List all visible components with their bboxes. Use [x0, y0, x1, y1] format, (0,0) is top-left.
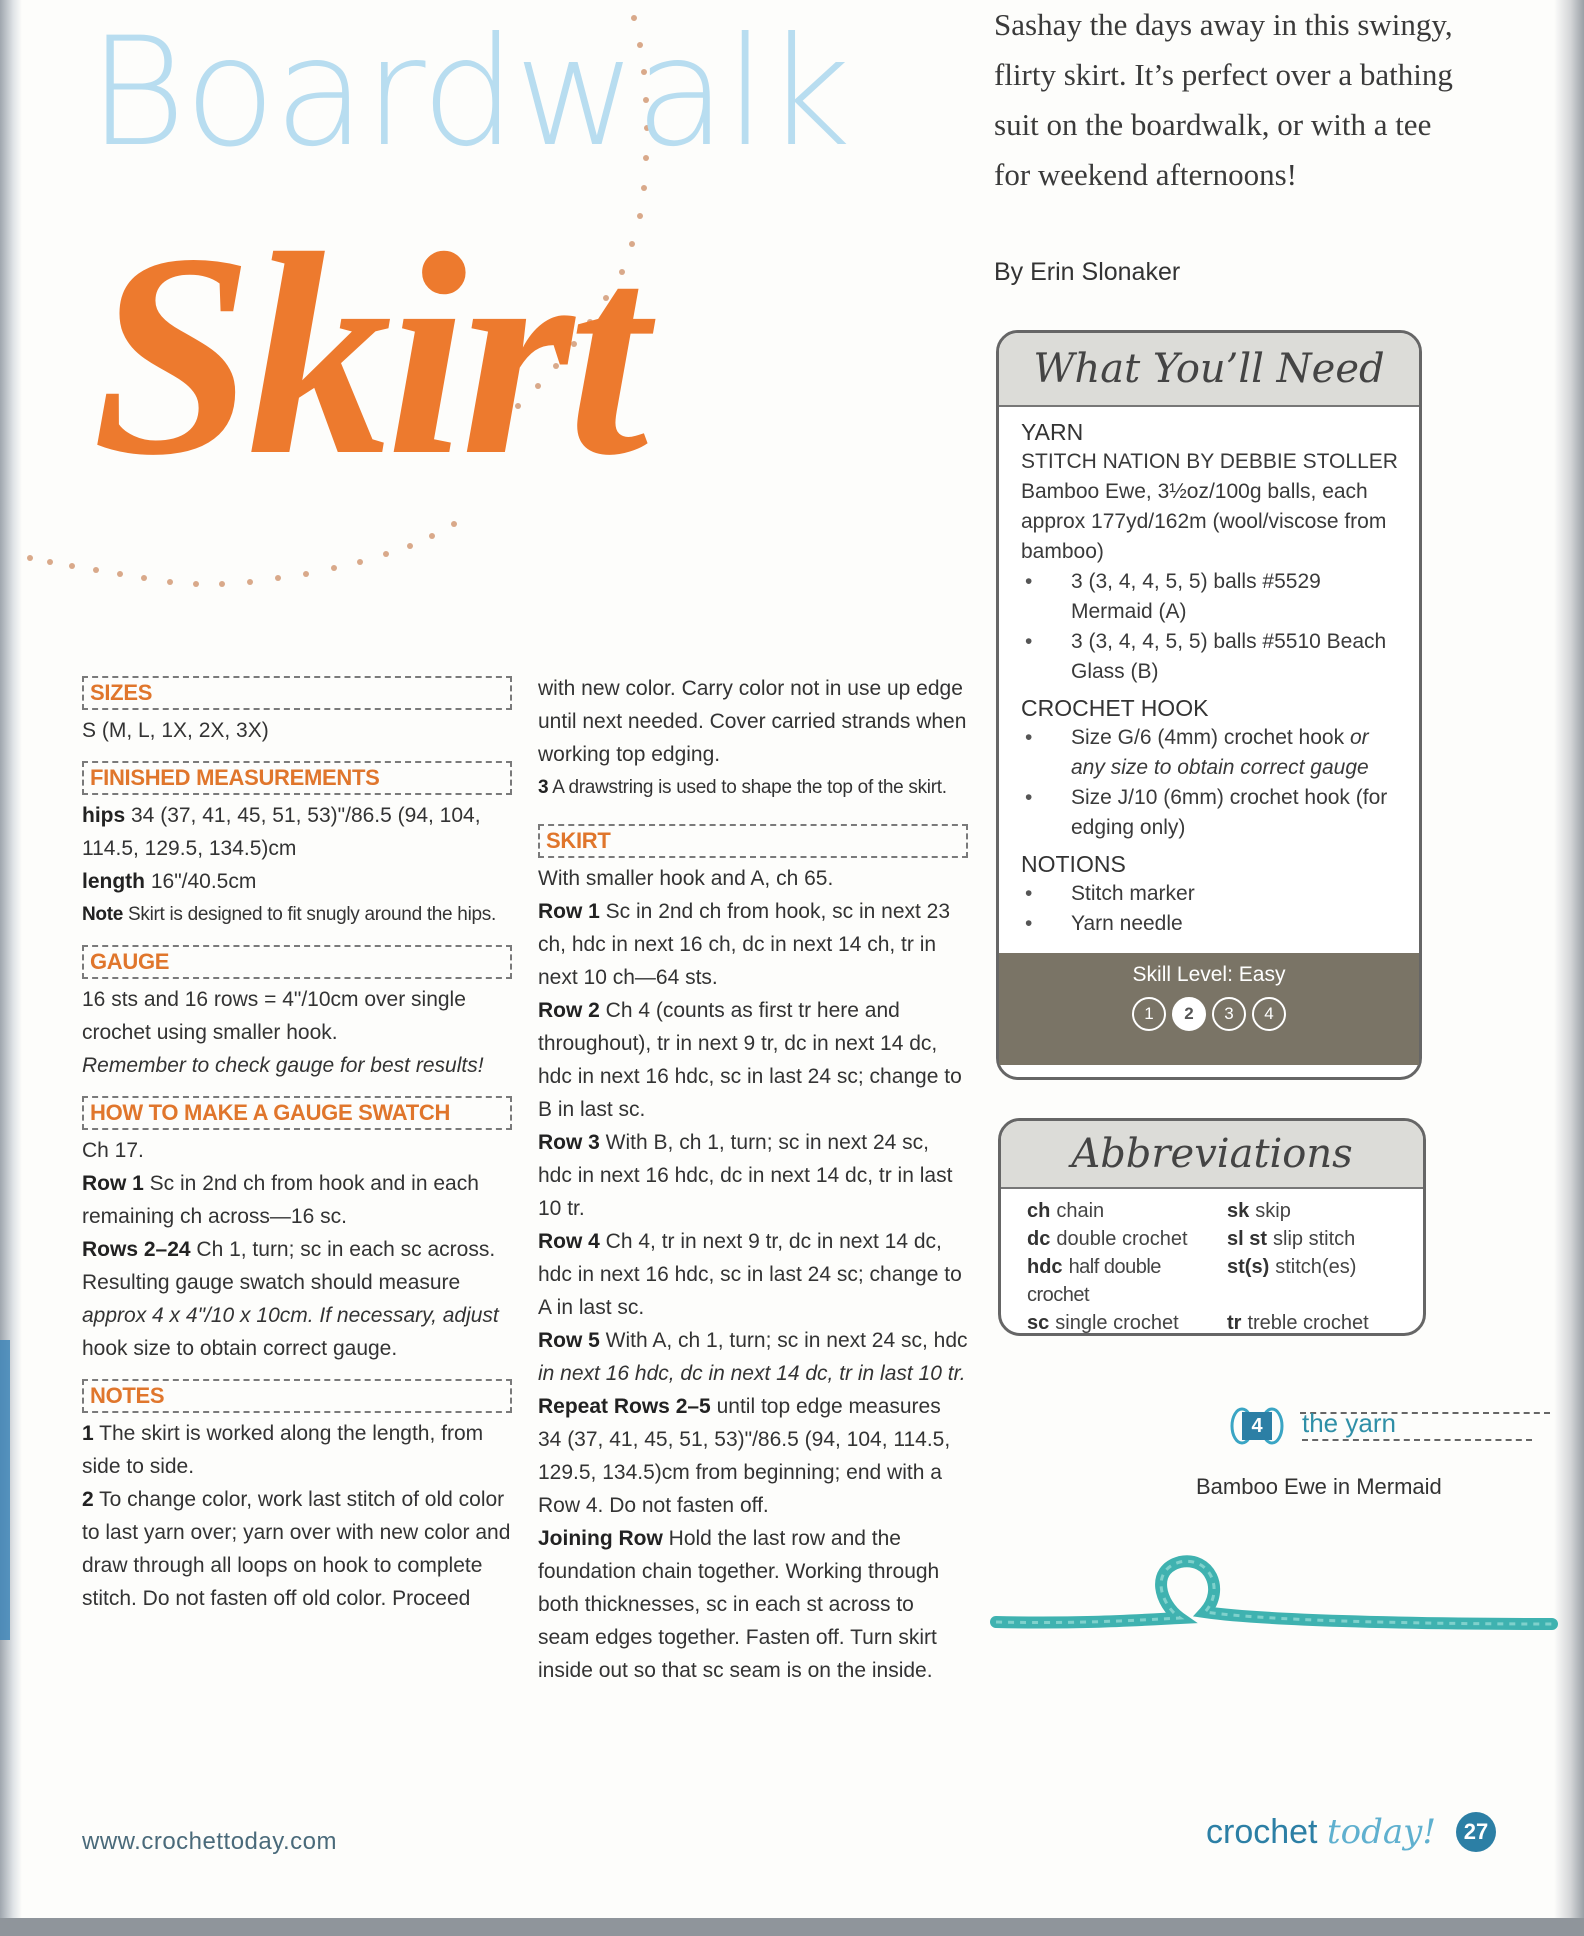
skirt-row-4 — [538, 1225, 968, 1324]
need-body — [1021, 411, 1401, 939]
abbr-value: chain — [1056, 1200, 1105, 1222]
swatch-rows-label: Rows 2–24 — [82, 1238, 191, 1261]
skirt-row-text: Hold the last row and the foundation chain together. Working through both thicknesses, sc in each st across to seam edges together. Fasten off. Turn skirt inside out so that sc seam is on the inside. — [538, 1527, 940, 1682]
skirt-row-label: Row 1 — [538, 900, 600, 923]
yarn-brand: STITCH NATION BY DEBBIE STOLLER — [1021, 450, 1398, 473]
skirt-repeat — [538, 1390, 968, 1522]
skirt-row-label: Joining Row — [538, 1527, 663, 1550]
skirt-row-3 — [538, 1126, 968, 1225]
swatch-ch: Ch 17. — [82, 1139, 144, 1162]
hook-1-text: Size G/6 (4mm) crochet hook — [1071, 726, 1350, 749]
what-youll-need-box — [996, 330, 1422, 1080]
intro-paragraph: Sashay the days away in this swingy, flirty skirt. It’s perfect over a bathing suit on the boardwalk, or with a tee for weekend afternoons! — [994, 7, 1453, 192]
section-heading-swatch: HOW TO MAKE A GAUGE SWATCH — [82, 1096, 512, 1130]
abbreviations-heading: Abbreviations — [1001, 1121, 1423, 1189]
hips-line — [82, 799, 512, 865]
need-heading: What You’ll Need — [999, 333, 1419, 407]
spine-edge-color — [0, 1340, 10, 1640]
skirt-row-1 — [538, 895, 968, 994]
page-edge-shadow — [1554, 0, 1584, 1936]
abbr-key: sk — [1227, 1200, 1250, 1222]
abbr-key: dc — [1027, 1228, 1051, 1250]
skirt-row-label: Row 3 — [538, 1131, 600, 1154]
skill-circle-1: 1 — [1132, 997, 1166, 1031]
hips-label: hips — [82, 804, 126, 827]
skill-circle-2-active: 2 — [1172, 997, 1206, 1031]
skirt-row-5 — [538, 1324, 968, 1390]
abbr-value: single crochet — [1055, 1312, 1179, 1334]
abbr-key: hdc — [1027, 1256, 1063, 1278]
list-item: • 3 (3, 4, 4, 5, 5) balls #5529 Mermaid (A) — [1021, 567, 1401, 627]
brand-today: today! — [1326, 1812, 1436, 1852]
hook-list — [1021, 723, 1401, 843]
abbreviations-box — [998, 1118, 1426, 1336]
section-heading-gauge: GAUGE — [82, 945, 512, 979]
abbreviations-grid — [1027, 1197, 1407, 1337]
note-2-label: 2 — [82, 1488, 94, 1511]
title-skirt: Skirt — [92, 194, 643, 515]
title-boardwalk: Boardwalk — [88, 6, 850, 180]
sizes-text: S (M, L, 1X, 2X, 3X) — [82, 719, 269, 742]
footer-brand — [1206, 1812, 1436, 1852]
skill-level-indicator — [999, 997, 1419, 1031]
section-heading-notes: NOTES — [82, 1379, 512, 1413]
skirt-row-label: Row 5 — [538, 1329, 600, 1352]
skirt-row-italic: in next 16 hdc, dc in next 14 dc, tr in last 10 tr. — [538, 1362, 966, 1385]
yarn-list — [1021, 567, 1401, 687]
note-3-text: A drawstring is used to shape the top of the skirt. — [548, 777, 947, 798]
brand-crochet: crochet — [1206, 1813, 1318, 1851]
skirt-row-text: With A, ch 1, turn; sc in next 24 sc, hdc — [599, 1329, 968, 1352]
gauge-text: 16 sts and 16 rows = 4"/10cm over single crochet using smaller hook. — [82, 988, 466, 1044]
length-text: 16"/40.5cm — [145, 870, 257, 893]
note-line — [82, 898, 512, 931]
yarn-category: YARN — [1021, 419, 1084, 445]
note-text: Skirt is designed to fit snugly around the hips. — [123, 904, 496, 925]
abbr-value: treble crochet — [1247, 1312, 1369, 1334]
skirt-row-text: Ch 4 (counts as first tr here and throughout), tr in next 9 tr, dc in next 14 dc, hdc in next 16 hdc, sc in last 24 sc; change to B in last sc. — [538, 999, 962, 1121]
note-3 — [538, 771, 968, 804]
skirt-row-text: Sc in 2nd ch from hook, sc in next 23 ch, hdc in next 16 ch, dc in next 14 ch, tr in next 10 ch—64 sts. — [538, 900, 951, 989]
skill-circle-3: 3 — [1212, 997, 1246, 1031]
notions-list — [1021, 879, 1401, 939]
note-2-continued: with new color. Carry color not in use up edge until next needed. Cover carried strands when working top edging. — [538, 677, 967, 766]
swatch-row1-label: Row 1 — [82, 1172, 144, 1195]
note-3-label: 3 — [538, 777, 549, 798]
note-1-text: The skirt is worked along the length, from side to side. — [82, 1422, 484, 1478]
swatch-rows-text: Ch 1, turn; sc in each sc across. Resulting gauge swatch should measure — [82, 1238, 496, 1294]
skirt-row-label: Row 4 — [538, 1230, 600, 1253]
the-yarn-label: the yarn — [1302, 1408, 1532, 1441]
list-item — [1021, 723, 1401, 783]
skirt-joining — [538, 1522, 968, 1687]
abbr-value: skip — [1255, 1200, 1291, 1222]
hook-1-italic: or any size to obtain correct gauge — [1071, 726, 1369, 779]
section-heading-skirt: SKIRT — [538, 824, 968, 858]
abbr-item — [1027, 1309, 1227, 1337]
abbr-item — [1227, 1309, 1407, 1337]
abbr-item — [1227, 1225, 1407, 1253]
abbr-value: half double crochet — [1027, 1256, 1161, 1306]
column-left — [82, 666, 512, 1615]
byline: By Erin Slonaker — [994, 258, 1181, 286]
swatch-row1-text: Sc in 2nd ch from hook and in each remaining ch across—16 sc. — [82, 1172, 479, 1228]
gauge-reminder: Remember to check gauge for best results! — [82, 1054, 484, 1077]
list-item: • Size J/10 (6mm) crochet hook (for edging only) — [1021, 783, 1401, 843]
skirt-row-label: Repeat Rows 2–5 — [538, 1395, 711, 1418]
scan-bottom-edge — [0, 1918, 1584, 1936]
note-1 — [82, 1417, 512, 1483]
note-label: Note — [82, 904, 124, 925]
abbr-item — [1027, 1197, 1227, 1225]
note-2 — [82, 1483, 512, 1615]
skirt-row-text: With B, ch 1, turn; sc in next 24 sc, hdc in next 16 hdc, dc in next 14 dc, tr in last 10 tr. — [538, 1131, 953, 1220]
skill-level-label: Skill Level: Easy — [1132, 963, 1286, 986]
swatch-rows — [82, 1233, 512, 1365]
footer-url: www.crochettoday.com — [82, 1828, 337, 1855]
list-item: • Stitch marker — [1021, 879, 1401, 909]
abbr-key: ch — [1027, 1200, 1051, 1222]
length-label: length — [82, 870, 145, 893]
abbr-item — [1227, 1253, 1407, 1309]
abbr-key: sl st — [1227, 1228, 1268, 1250]
abbr-key: st(s) — [1227, 1256, 1270, 1278]
skill-level-bar — [999, 953, 1419, 1065]
skirt-intro: With smaller hook and A, ch 65. — [538, 867, 834, 890]
yarn-weight-number: 4 — [1251, 1415, 1263, 1437]
skirt-row-2 — [538, 994, 968, 1126]
yarn-name: Bamboo Ewe in Mermaid — [1196, 1474, 1442, 1499]
note-2-text: To change color, work last stitch of old color to last yarn over; yarn over with new color and draw through all loops on hook to complete stitch. Do not fasten off old color. Proceed — [82, 1488, 511, 1610]
section-heading-sizes: SIZES — [82, 676, 512, 710]
abbr-value: stitch(es) — [1275, 1256, 1357, 1278]
skill-circle-4: 4 — [1252, 997, 1286, 1031]
skirt-row-label: Row 2 — [538, 999, 600, 1022]
hook-category: CROCHET HOOK — [1021, 695, 1209, 721]
swatch-rows-italic: approx 4 x 4"/10 x 10cm. If necessary, adjust — [82, 1304, 499, 1327]
swatch-rows-end: hook size to obtain correct gauge. — [82, 1337, 398, 1360]
abbr-value: double crochet — [1056, 1228, 1188, 1250]
abbr-item — [1227, 1197, 1407, 1225]
skirt-row-text: Ch 4, tr in next 9 tr, dc in next 14 dc, hdc in next 16 hdc, sc in last 24 sc; change to A in last sc. — [538, 1230, 962, 1319]
column-middle — [538, 672, 968, 1687]
section-heading-finished: FINISHED MEASUREMENTS — [82, 761, 512, 795]
yarn-description: Bamboo Ewe, 3½oz/100g balls, each approx 177yd/162m (wool/viscose from bamboo) — [1021, 480, 1387, 563]
swatch-row1 — [82, 1167, 512, 1233]
notions-category: NOTIONS — [1021, 851, 1126, 877]
hips-text: 34 (37, 41, 45, 51, 53)"/86.5 (94, 104, 114.5, 129.5, 134.5)cm — [82, 804, 481, 860]
skirt-row-text: until top edge measures 34 (37, 41, 45, 51, 53)"/86.5 (94, 104, 114.5, 129.5, 134.5)cm from beginning; end with a Row 4. Do not fasten off. — [538, 1395, 951, 1517]
note-1-label: 1 — [82, 1422, 94, 1445]
abbr-item — [1027, 1225, 1227, 1253]
list-item: • 3 (3, 4, 4, 5, 5) balls #5510 Beach Glass (B) — [1021, 627, 1401, 687]
abbr-key: tr — [1227, 1312, 1242, 1334]
abbr-key: sc — [1027, 1312, 1050, 1334]
page-number: 27 — [1456, 1812, 1496, 1852]
the-yarn-tag — [1230, 1406, 1550, 1446]
list-item: • Yarn needle — [1021, 909, 1401, 939]
length-line — [82, 865, 512, 898]
abbr-value: slip stitch — [1273, 1228, 1356, 1250]
abbr-item — [1027, 1253, 1227, 1309]
